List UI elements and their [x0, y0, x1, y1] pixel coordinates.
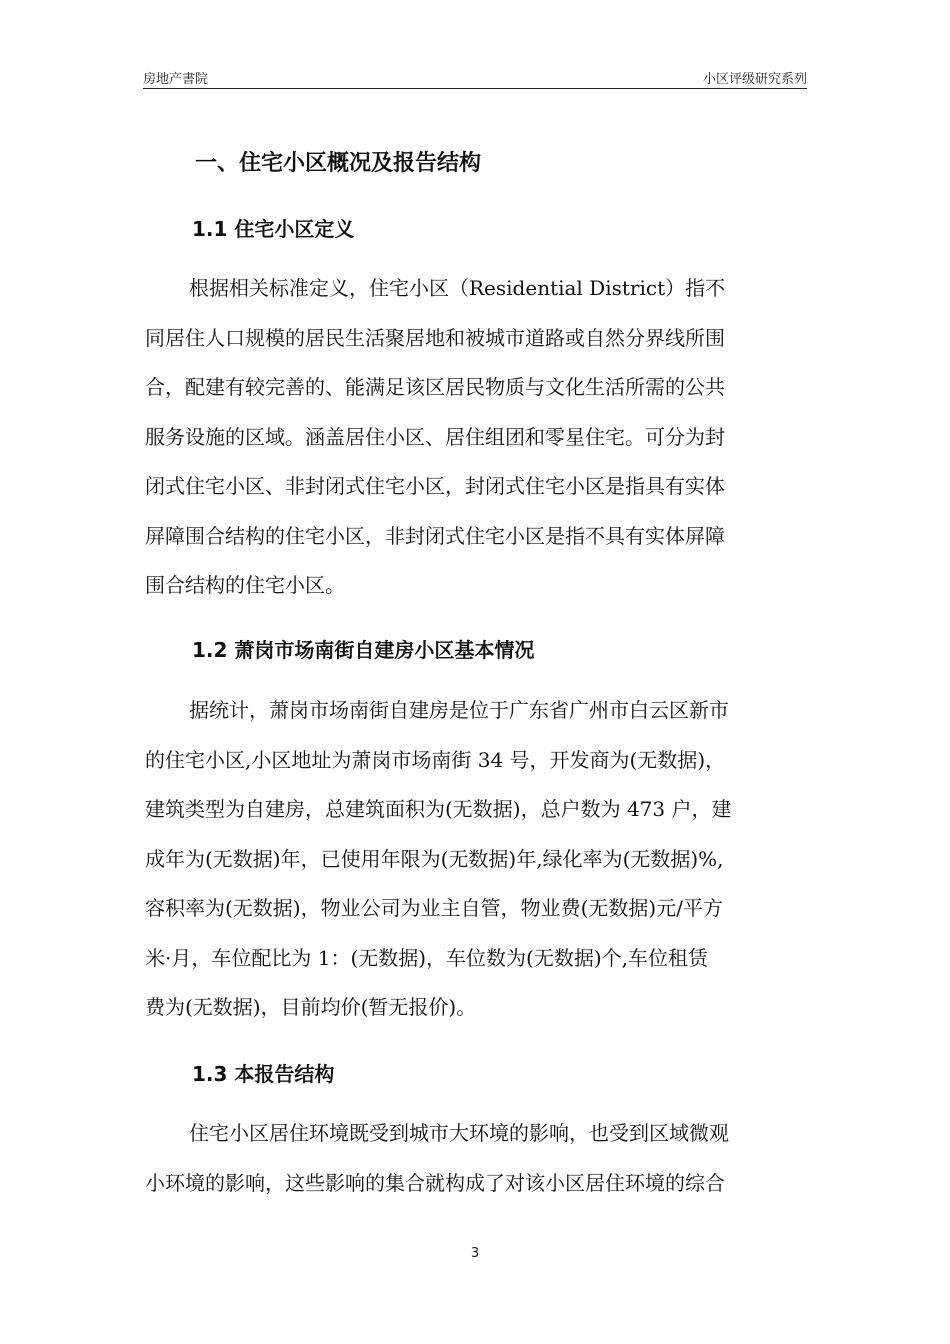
header-series-title: 小区评级研究系列: [702, 72, 807, 87]
text-line: 住宅小区居住环境既受到城市大环境的影响，也受到区域微观: [189, 1121, 729, 1145]
text-line: 的住宅小区,小区地址为萧岗市场南街 34 号，开发商为(无数据)，: [145, 747, 726, 772]
text-line: 屏障围合结构的住宅小区，非封闭式住宅小区是指不具有实体屏障: [145, 523, 725, 548]
paragraph-definition: [145, 264, 815, 611]
text-line: 服务设施的区域。涵盖居住小区、居住组团和零星住宅。可分为封: [145, 424, 725, 449]
text-line: 闭式住宅小区、非封闭式住宅小区，封闭式住宅小区是指具有实体: [145, 474, 725, 498]
text-line: 合，配建有较完善的、能满足该区居民物质与文化生活所需的公共: [145, 375, 725, 399]
page-number: 3: [470, 1246, 480, 1261]
text-line: 容积率为(无数据)，物业公司为业主自管，物业费(无数据)元/平方: [145, 896, 723, 920]
paragraph-report-structure: [145, 1109, 815, 1208]
paragraph-basic-info: [145, 686, 815, 1033]
subsection-heading-1-1: 1.1 住宅小区定义: [192, 217, 355, 241]
text-line: 小环境的影响，这些影响的集合就构成了对该小区居住环境的综合: [145, 1170, 725, 1195]
text-line: 根据相关标准定义，住宅小区（Residential District）指不: [189, 276, 726, 300]
text-line: 据统计，萧岗市场南街自建房是位于广东省广州市白云区新市: [189, 698, 729, 722]
text-line: 建筑类型为自建房，总建筑面积为(无数据)，总户数为 473 户，建: [145, 797, 732, 821]
section-heading: 一、住宅小区概况及报告结构: [195, 151, 482, 176]
text-line: 同居住人口规模的居民生活聚居地和被城市道路或自然分界线所围: [145, 325, 725, 350]
text-line: 费为(无数据)，目前均价(暂无报价)。: [145, 995, 477, 1019]
text-line: 围合结构的住宅小区。: [145, 573, 345, 597]
subsection-heading-1-2: 1.2 萧岗市场南街自建房小区基本情况: [192, 638, 535, 662]
subsection-heading-1-3: 1.3 本报告结构: [192, 1062, 335, 1086]
text-line: 成年为(无数据)年，已使用年限为(无数据)年,绿化率为(无数据)%,: [145, 846, 724, 871]
header-publisher: 房地产書院: [143, 72, 209, 87]
text-line: 米·月，车位配比为 1：(无数据)，车位数为(无数据)个,车位租赁: [145, 945, 709, 970]
page-header: [143, 66, 807, 89]
